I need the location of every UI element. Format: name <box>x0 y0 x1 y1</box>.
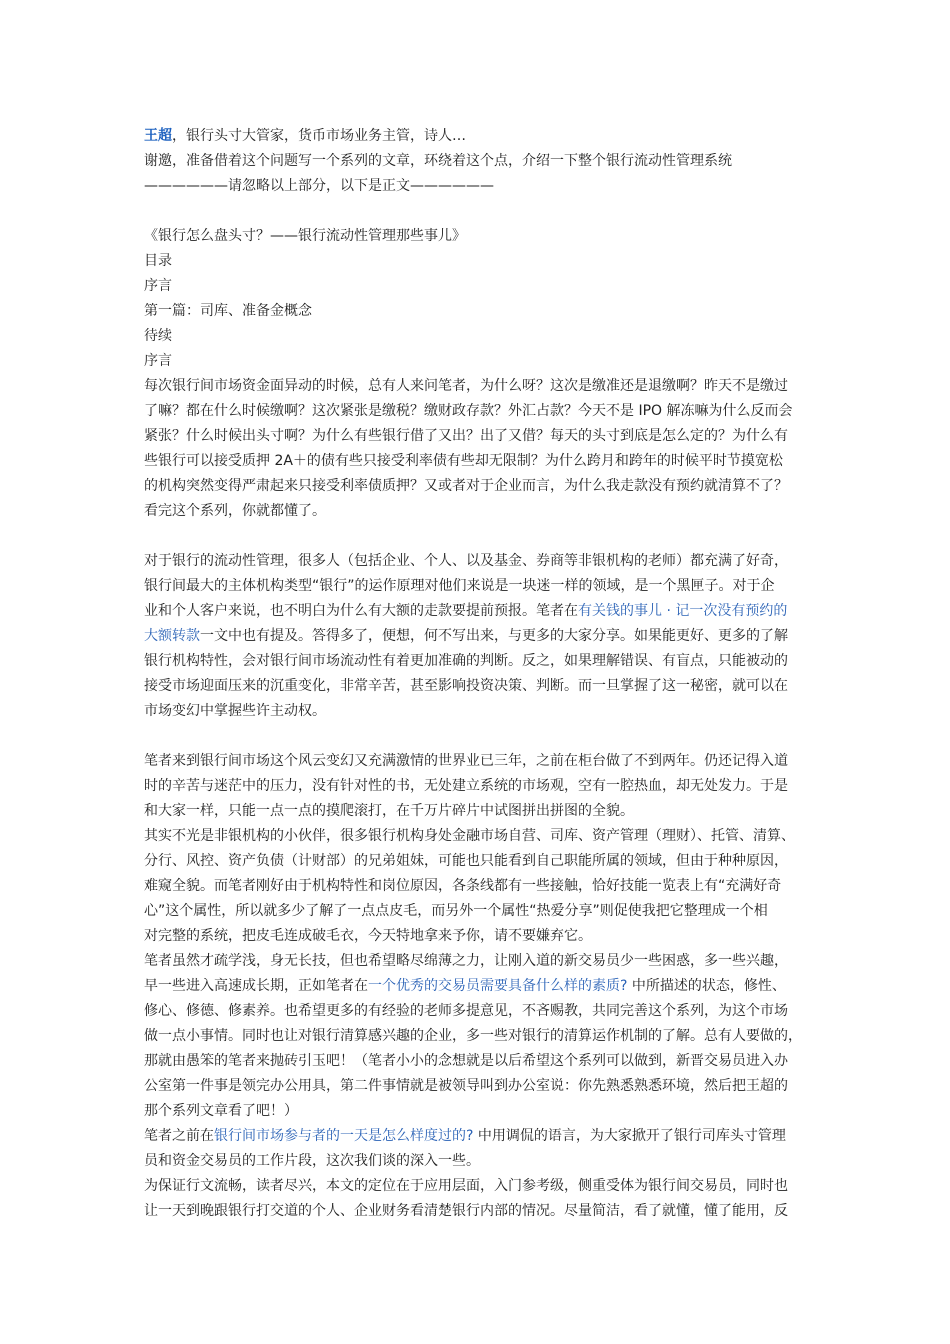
article-link-good-trader[interactable]: 一个优秀的交易员需要具备什么样的素质? <box>368 978 628 994</box>
text-line: 银行机构特性，会对银行间市场流动性有着更加准确的判断。反之，如果理解错误、有盲点，只能被动的 <box>144 653 788 669</box>
author-line <box>144 124 812 149</box>
text-span: 业和个人客户来说，也不明白为什么有大额的走款要提前预报。笔者在 <box>144 603 578 619</box>
text-line: 笔者来到银行间市场这个风云变幻又充满激情的世界业已三年，之前在柜台做了不到两年。仍还记得入道 <box>144 753 788 769</box>
text-line: 银行间最大的主体机构类型“银行”的运作原理对他们来说是一块迷一样的领域，是一个黑匣子。对于企 <box>144 578 775 594</box>
text-line: 时的辛苦与迷茫中的压力，没有针对性的书，无处建立系统的市场观，空有一腔热血，却无处发力。于是 <box>144 778 788 794</box>
text-line: 市场变幻中掌握些许主动权。 <box>144 703 326 719</box>
text-line <box>144 974 812 999</box>
paragraph-hopes <box>144 949 812 1124</box>
toc-item: 待续 <box>144 328 172 344</box>
text-line: 心”这个属性，所以就多少了解了一点点皮毛，而另外一个属性“热爱分享”则促使我把它整理成一个相 <box>144 903 768 919</box>
text-line: 公室第一件事是领完办公用具，第二件事情就是被领导叫到办公室说：你先熟悉熟悉环境，然后把王超的 <box>144 1078 788 1094</box>
spacer <box>144 199 812 224</box>
text-line: 为保证行文流畅，读者尽兴，本文的定位在于应用层面，入门参考级，侧重受体为银行间交易员，同时也 <box>144 1178 788 1194</box>
article-link-market-day[interactable]: 银行间市场参与者的一天是怎么样度过的? <box>214 1128 474 1144</box>
article-link-large-transfer-cont[interactable]: 大额转款 <box>144 628 200 644</box>
paragraph-experience <box>144 749 812 824</box>
section-heading: 序言 <box>144 353 172 369</box>
text-line <box>144 624 812 649</box>
article-link-large-transfer[interactable]: 有关钱的事儿 · 记一次没有预约的 <box>578 603 788 619</box>
text-line: 对完整的系统，把皮毛连成破毛衣，今天特地拿来予你，请不要嫌弃它。 <box>144 928 592 944</box>
text-line: 那就由愚笨的笔者来抛砖引玉吧！（笔者小小的念想就是以后希望这个系列可以做到，新晋交易员进入办 <box>144 1053 788 1069</box>
article-title: 《银行怎么盘头寸？——银行流动性管理那些事儿》 <box>144 228 466 244</box>
text-line: 的机构突然变得严肃起来只接受利率债质押？又或者对于企业而言，为什么我走款没有预约就清算不了？ <box>144 478 788 494</box>
paragraph-positioning <box>144 1174 812 1224</box>
paragraph-intro <box>144 374 812 524</box>
paragraph-liquidity <box>144 549 812 724</box>
toc-heading: 目录 <box>144 253 172 269</box>
text-line: 员和资金交易员的工作片段，这次我们谈的深入一些。 <box>144 1153 480 1169</box>
text-line: 笔者虽然才疏学浅，身无长技，但也希望略尽绵薄之力，让刚入道的新交易员少一些困惑，多一些兴趣， <box>144 953 788 969</box>
text-line: 接受市场迎面压来的沉重变化，非常辛苦，甚至影响投资决策、判断。而一旦掌握了这一秘密，就可以在 <box>144 678 788 694</box>
paragraph-colleagues <box>144 824 812 949</box>
text-line: 其实不光是非银机构的小伙伴，很多银行机构身处金融市场自营、司库、资产管理（理财）、托管、清算、 <box>144 828 795 844</box>
paragraph-previous-article <box>144 1124 812 1174</box>
text-line: 和大家一样，只能一点一点的摸爬滚打，在千万片碎片中试图拼出拼图的全貌。 <box>144 803 634 819</box>
text-line: 做一点小事情。同时也让对银行清算感兴趣的企业，多一些对银行的清算运作机制的了解。总有人要做的， <box>144 1028 802 1044</box>
article-body <box>144 124 812 1224</box>
text-line: 对于银行的流动性管理，很多人（包括企业、个人、以及基金、券商等非银机构的老师）都充满了好奇， <box>144 553 788 569</box>
toc-item: 第一篇：司库、准备金概念 <box>144 303 312 319</box>
author-name-link[interactable]: 王超 <box>144 128 172 144</box>
text-span: 早一些进入高速成长期，正如笔者在 <box>144 978 368 994</box>
text-line: 紧张？什么时候出头寸啊？为什么有些银行借了又出？出了又借？每天的头寸到底是怎么定的？为什么有 <box>144 428 788 444</box>
text-line: 让一天到晚跟银行打交道的个人、企业财务看清楚银行内部的情况。尽量简洁，看了就懂，懂了能用，反 <box>144 1203 788 1219</box>
spacer <box>144 524 812 549</box>
separator-line: ——————请忽略以上部分，以下是正文—————— <box>144 178 494 194</box>
text-line: 分行、风控、资产负债（计财部）的兄弟姐妹，可能也只能看到自己职能所属的领域，但由于种种原因， <box>144 853 788 869</box>
text-line: 难窥全貌。而笔者刚好由于机构特性和岗位原因，各条线都有一些接触，恰好技能一览表上有“充满好奇 <box>144 878 782 894</box>
text-line: 了嘛？都在什么时候缴啊？这次紧张是缴税？缴财政存款？外汇占款？今天不是 IPO 解冻嘛为什么反而会 <box>144 403 793 419</box>
spacer <box>144 724 812 749</box>
text-line <box>144 1124 812 1149</box>
toc-item: 序言 <box>144 278 172 294</box>
text-line <box>144 599 812 624</box>
text-line: 那个系列文章看了吧！） <box>144 1103 298 1119</box>
text-line: 看完这个系列，你就都懂了。 <box>144 503 326 519</box>
invite-line: 谢邀，准备借着这个问题写一个系列的文章，环绕着这个点，介绍一下整个银行流动性管理系统 <box>144 153 732 169</box>
text-line: 修心、修德、修素养。也希望更多的有经验的老师多提意见，不吝赐教，共同完善这个系列，为这个市场 <box>144 1003 788 1019</box>
text-span: 中用调侃的语言，为大家掀开了银行司库头寸管理 <box>473 1128 786 1144</box>
text-span: 一文中也有提及。答得多了，便想，何不写出来，与更多的大家分享。如果能更好、更多的了解 <box>200 628 788 644</box>
text-span: 中所描述的状态，修性、 <box>627 978 786 994</box>
author-bio: ，银行头寸大管家，货币市场业务主管，诗人… <box>172 128 466 144</box>
text-line: 每次银行间市场资金面异动的时候，总有人来问笔者，为什么呀？这次是缴准还是退缴啊？昨天不是缴过 <box>144 378 788 394</box>
text-span: 笔者之前在 <box>144 1128 214 1144</box>
text-line: 些银行可以接受质押 2A＋的债有些只接受利率债有些却无限制？为什么跨月和跨年的时候平时节摸宽松 <box>144 453 783 469</box>
